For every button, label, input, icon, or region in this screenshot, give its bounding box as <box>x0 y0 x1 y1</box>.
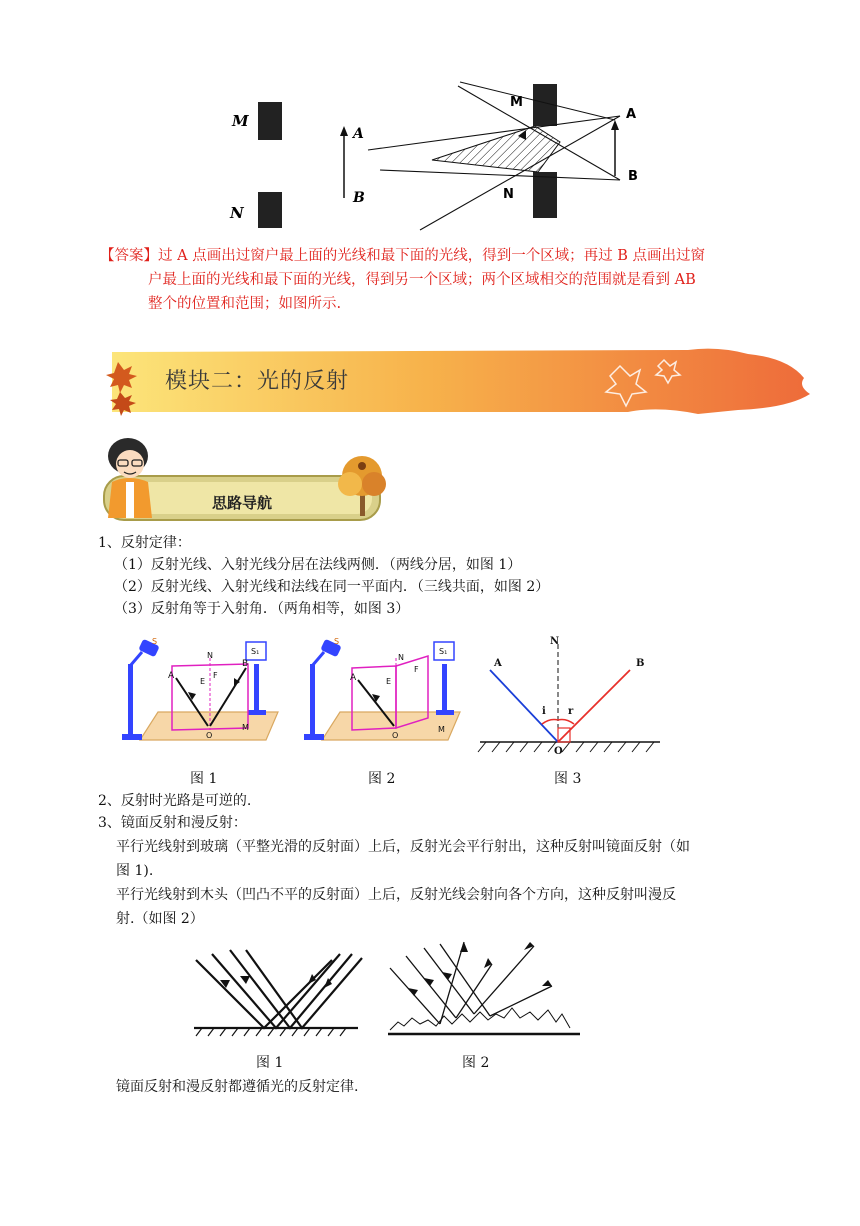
fig2-E: E <box>386 677 392 686</box>
window-wall-m-left <box>258 102 282 140</box>
answer-line-2: 户最上面的光线和最下面的光线，得到另一个区域；两个区域相交的范围就是看到 AB <box>148 272 696 288</box>
fig2-S1: S₁ <box>439 647 448 656</box>
window-wall-n-right <box>533 172 557 218</box>
fig2-M: M <box>438 725 445 734</box>
fig2-N: N <box>398 653 404 662</box>
diffuse-figure-caption: 图 2 <box>462 1055 490 1071</box>
fig1-N: N <box>207 651 213 660</box>
fig3-r: r <box>568 706 574 717</box>
fig3-i: i <box>542 706 546 717</box>
module-title: 模块二：光的反射 <box>165 369 350 394</box>
guide-title: 思路导航 <box>212 494 273 512</box>
fig3-A: A <box>494 658 502 669</box>
point-2: 2、反射时光路是可逆的. <box>98 793 252 809</box>
point-3-p1-line2: 图 1). <box>116 863 154 879</box>
fig1-O: O <box>206 731 213 740</box>
fig1-A: A <box>168 671 175 681</box>
fig2-S: S <box>334 637 340 646</box>
law-item-1: （1）反射光线、入射光线分居在法线两侧．（两线分居，如图 1） <box>114 557 522 573</box>
label-n-left: N <box>230 204 244 222</box>
label-m-right: M <box>510 95 523 110</box>
label-n-right: N <box>503 187 514 202</box>
fig2-F: F <box>414 665 419 674</box>
figure-1-caption: 图 1 <box>190 771 218 787</box>
fig2-O: O <box>392 731 399 740</box>
law-item-2: （2）反射光线、入射光线和法线在同一平面内．（三线共面，如图 2） <box>114 579 550 595</box>
fig1-M: M <box>242 723 249 732</box>
specular-figure-caption: 图 1 <box>256 1055 284 1071</box>
answer-tag: 【答案】 <box>100 248 158 264</box>
point-3-p1-line1: 平行光线射到玻璃（平整光滑的反射面）上后，反射光会平行射出，这种反射叫镜面反射（如 <box>116 839 690 855</box>
fig1-S: S <box>152 637 158 646</box>
point-3-p2-line2: 射.（如图 2） <box>116 911 204 927</box>
point-3-heading: 3、镜面反射和漫反射： <box>98 815 247 831</box>
label-b-left: B <box>353 190 365 206</box>
figure-3-reflection-angles <box>476 632 662 756</box>
conclusion: 镜面反射和漫反射都遵循光的反射定律. <box>116 1079 359 1095</box>
label-a-right: A <box>626 107 637 122</box>
label-m-left: M <box>232 112 249 130</box>
guide-badge <box>98 432 398 528</box>
figure-2-apparatus <box>300 634 470 746</box>
law-heading: 1、反射定律： <box>98 535 191 551</box>
answer-line-1: 过 A 点画出过窗户最上面的光线和最下面的光线，得到一个区域；再过 B 点画出过窗 <box>158 248 706 264</box>
label-a-left: A <box>353 126 364 142</box>
window-view-figure <box>220 80 660 240</box>
point-3-p2-line1: 平行光线射到木头（凹凸不平的反射面）上后，反射光线会射向各个方向，这种反射叫漫反 <box>116 887 676 903</box>
fig3-N: N <box>550 636 560 647</box>
fig1-F: F <box>213 671 218 680</box>
window-wall-n-left <box>258 192 282 228</box>
figure-2-caption: 图 2 <box>368 771 396 787</box>
fig3-O: O <box>554 746 563 756</box>
law-item-3: （3）反射角等于入射角．（两角相等，如图 3） <box>114 601 410 617</box>
fig3-B: B <box>636 658 645 669</box>
specular-reflection-figure <box>190 944 366 1040</box>
label-b-right: B <box>628 169 638 184</box>
figure-3-caption: 图 3 <box>554 771 582 787</box>
fig1-B: B <box>242 659 249 669</box>
figure-1-apparatus <box>118 634 288 746</box>
answer-line-3: 整个的位置和范围；如图所示. <box>148 296 342 312</box>
fig2-A: A <box>350 673 357 683</box>
diffuse-reflection-figure <box>384 938 584 1040</box>
fig1-S1: S₁ <box>251 647 260 656</box>
answer-block <box>100 244 780 316</box>
fig1-E: E <box>200 677 206 686</box>
